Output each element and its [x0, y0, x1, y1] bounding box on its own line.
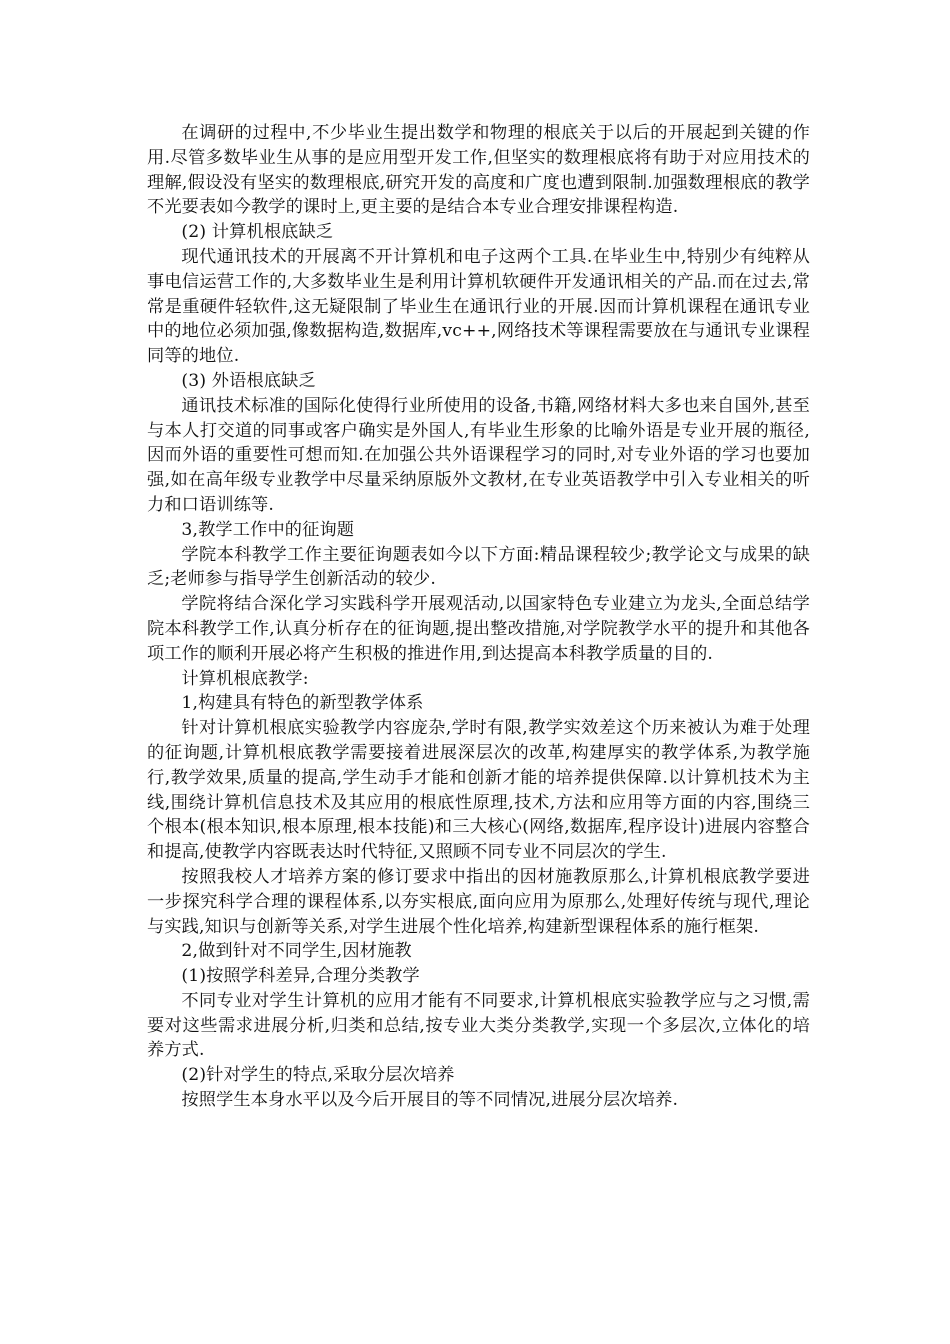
- heading-individualized-teaching: 2,做到针对不同学生,因材施教: [181, 941, 412, 962]
- paragraph-teaching-problems: 学院本科教学工作主要征询题表如今以下方面:精品课程较少;教学论文与成果的缺乏;老师参与指导学生创新活动的较少.: [147, 544, 810, 590]
- paragraph-improvement-measures: 学院将结合深化学习实践科学开展观活动,以国家特色专业建立为龙头,全面总结学院本科教学工作,认真分析存在的征询题,提出整改措施,对学院教学水平的提升和其他各项工作的顺利开展必将产生积极的推进作用,到达提高本科教学质量的目的.: [147, 594, 810, 664]
- paragraph-training-plan: 按照我校人才培养方案的修订要求中指出的因材施教原那么,计算机根底教学要进一步探究科学合理的课程体系,以夯实根底,面向应用为原那么,处理好传统与现代,理论与实践,知识与创新等关系,对学生进展个性化培养,构建新型课程体系的施行框架.: [147, 866, 810, 937]
- paragraph-tiered-training: 按照学生本身水平以及今后开展目的等不同情况,进展分层次培养.: [181, 1090, 679, 1111]
- paragraph-foreign-language: 通讯技术标准的国际化使得行业所使用的设备,书籍,网络材料大多也来自国外,甚至与本人打交道的同事或客户确实是外国人,有毕业生形象的比喻外语是专业开展的瓶径,因而外语的重要性可想而知.在加强公共外语课程学习的同时,对专业外语的学习也要加强,如在高年级专业教学中尽量采纳原版外文教材,在专业英语教学中引入专业相关的听力和口语训练等.: [147, 395, 810, 515]
- heading-new-teaching-system: 1,构建具有特色的新型教学体系: [181, 693, 424, 714]
- heading-computer-basics-lacking: (2) 计算机根底缺乏: [181, 222, 334, 243]
- paragraph-teaching-reform: 针对计算机根底实验教学内容庞杂,学时有限,教学实效差这个历来被认为难于处理的征询题,计算机根底教学需要接着进展深层次的改革,构建厚实的教学体系,为教学施行,教学效果,质量的提高,学生动手才能和创新才能的培养提供保障.以计算机技术为主线,围绕计算机信息技术及其应用的根底性原理,技术,方法和应用等方面的内容,围绕三个根本(根本知识,根本原理,根本技能)和三大核心(网络,数据库,程序设计)进展内容整合和提高,使教学内容既表达时代特征,又照顾不同专业不同层次的学生.: [147, 718, 810, 863]
- paragraph-classified-teaching: 不同专业对学生计算机的应用才能有不同要求,计算机根底实验教学应与之习惯,需要对这些需求进展分析,归类和总结,按专业大类分类教学,实现一个多层次,立体化的培养方式.: [147, 990, 810, 1061]
- heading-classified-teaching: (1)按照学科差异,合理分类教学: [181, 966, 420, 987]
- paragraph-computer-courses: 现代通讯技术的开展离不开计算机和电子这两个工具.在毕业生中,特别少有纯粹从事电信运营工作的,大多数毕业生是利用计算机软硬件开发通讯相关的产品.而在过去,常常是重硬件轻软件,这无疑限制了毕业生在通讯行业的开展.因而计算机课程在通讯专业中的地位必须加强,像数据构造,数据库,vc++,网络技术等课程需要放在与通讯专业课程同等的地位.: [147, 246, 810, 367]
- heading-computer-teaching: 计算机根底教学:: [181, 668, 309, 689]
- heading-teaching-problems: 3,教学工作中的征询题: [181, 519, 355, 540]
- heading-tiered-training: (2)针对学生的特点,采取分层次培养: [181, 1065, 455, 1086]
- paragraph-math-physics: 在调研的过程中,不少毕业生提出数学和物理的根底关于以后的开展起到关键的作用.尽管多数毕业生从事的是应用型开发工作,但坚实的数理根底将有助于对应用技术的理解,假设没有坚实的数理根底,研究开发的高度和广度也遭到限制.加强数理根底的教学不光要表如今教学的课时上,更主要的是结合本专业合理安排课程构造.: [147, 123, 810, 218]
- heading-foreign-language-lacking: (3) 外语根底缺乏: [181, 370, 316, 391]
